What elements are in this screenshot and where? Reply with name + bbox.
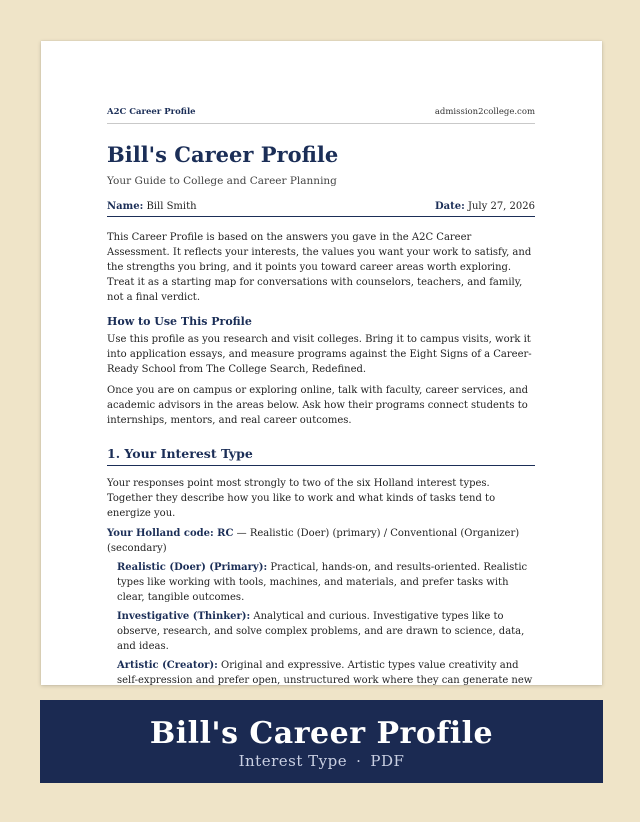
banner-subtitle-type: Interest Type bbox=[238, 752, 348, 770]
name-field bbox=[107, 201, 197, 212]
banner-separator: · bbox=[356, 752, 362, 770]
interest-type-desc: Practical, hands-on, and results-oriented. Realistic types like working with tools, machines, and materials, and prefer tasks with clear, tangible outcomes. bbox=[117, 562, 528, 604]
document-page bbox=[41, 41, 602, 685]
interest-type-name: Investigative (Thinker): bbox=[117, 611, 251, 623]
intro-paragraph: This Career Profile is based on the answers you gave in the A2C Career Assessment. It reflects your interests, the values you want your work to satisfy, and the strengths you bring, and it points you toward career areas worth exploring. Treat it as a starting map for conversations with counselors, teachers, and family, not a final verdict. bbox=[107, 232, 532, 304]
banner-title: Bill's Career Profile bbox=[149, 716, 494, 751]
section-1-heading: 1. Your Interest Type bbox=[107, 446, 535, 466]
interest-type-name: Artistic (Creator): bbox=[117, 660, 218, 672]
interest-type-desc: Original and expressive. Artistic types value creativity and self-expression and prefer open, unstructured work where they can generate new bbox=[117, 660, 533, 685]
running-header bbox=[107, 107, 535, 124]
document-subtitle: Your Guide to College and Career Planning bbox=[107, 175, 337, 188]
document-title: Bill's Career Profile bbox=[107, 142, 339, 167]
interest-type-list bbox=[107, 560, 535, 685]
banner-subtitle-format: PDF bbox=[370, 752, 405, 770]
interest-type-item bbox=[117, 609, 535, 654]
interest-type-name: Realistic (Doer) (Primary): bbox=[117, 562, 268, 574]
holland-code-desc: — Realistic (Doer) (primary) / Conventional (Organizer) (secondary) bbox=[107, 528, 520, 555]
header-brand: A2C Career Profile bbox=[107, 107, 196, 117]
meta-row bbox=[107, 201, 535, 217]
interest-type-desc: Analytical and curious. Investigative types like to observe, research, and solve complex problems, and are drawn to science, data, and ideas. bbox=[117, 611, 525, 653]
name-label: Name: bbox=[107, 201, 144, 213]
date-value: July 27, 2026 bbox=[467, 201, 535, 213]
holland-code-line bbox=[107, 526, 535, 556]
interest-type-item bbox=[117, 658, 535, 685]
section-1-intro: Your responses point most strongly to two of the six Holland interest types. Together they describe how you like to work and what kinds of tasks tend to energize you. bbox=[107, 478, 496, 520]
date-field bbox=[435, 201, 535, 212]
banner-subtitle bbox=[40, 752, 603, 770]
how-to-paragraph-2: Once you are on campus or exploring online, talk with faculty, career services, and academic advisors in the areas below. Ask how their programs connect students to internships, mentors, and real career outcomes. bbox=[107, 385, 529, 427]
header-site: admission2college.com bbox=[434, 107, 535, 117]
interest-type-item bbox=[117, 560, 535, 605]
how-to-paragraph-1: Use this profile as you research and visit colleges. Bring it to campus visits, work it into application essays, and measure programs against the Eight Signs of a Career-Ready School from The College Search, Redefined. bbox=[107, 334, 532, 376]
holland-code-label: Your Holland code: RC bbox=[107, 528, 234, 540]
name-value: Bill Smith bbox=[146, 201, 197, 213]
date-label: Date: bbox=[434, 201, 465, 213]
how-to-heading: How to Use This Profile bbox=[107, 315, 252, 329]
page-content bbox=[107, 107, 535, 685]
title-banner bbox=[40, 700, 603, 783]
